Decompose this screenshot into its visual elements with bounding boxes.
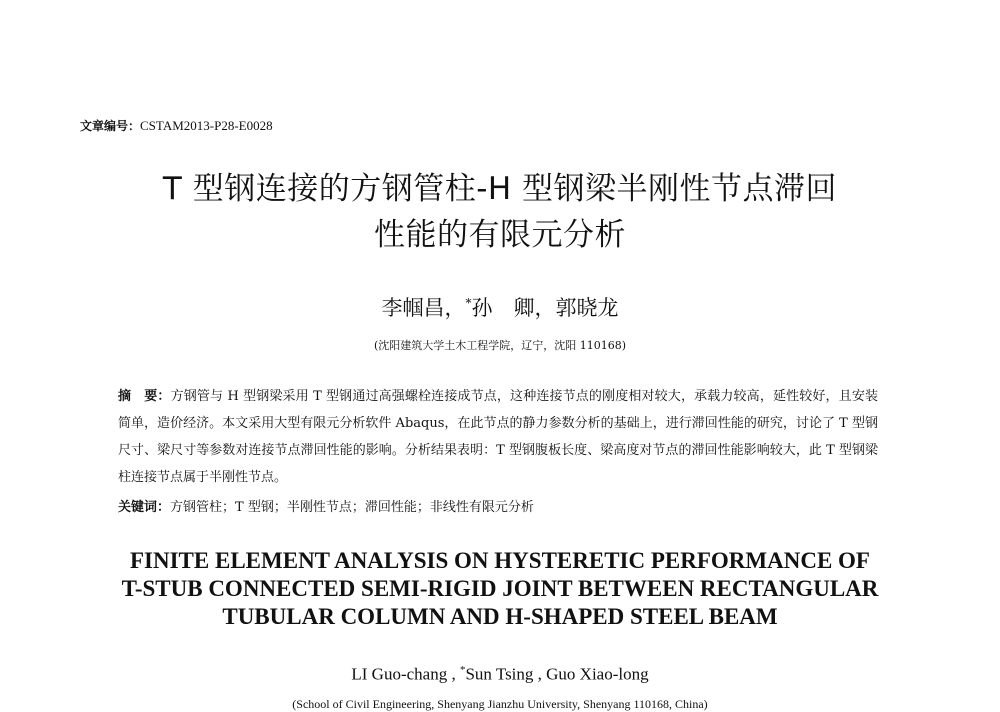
author-1-en: LI Guo-chang , <box>351 664 460 684</box>
english-title <box>40 547 960 631</box>
author-1-cn: 李帼昌， <box>381 296 466 320</box>
author-3-cn: 郭晓龙 <box>555 296 619 320</box>
chinese-keywords <box>118 498 878 518</box>
chinese-title-line-1: T 型钢连接的方钢管柱-H 型钢梁半刚性节点滞回 <box>162 171 838 207</box>
english-title-line-1: FINITE ELEMENT ANALYSIS ON HYSTERETIC PERFORMANCE OF <box>130 548 870 573</box>
abstract-text: 方钢管与 H 型钢梁采用 T 型钢通过高强螺栓连接成节点，这种连接节点的刚度相对较大，承载力较高，延性较好，且安装简单，造价经济。本文采用大型有限元分析软件 Abaqus，在此节点的静力参数分析的基础上，进行滞回性能的研究，讨论了 T 型钢尺寸、梁尺寸等参数对连接节点滞回性能的影响。分析结果表明：T 型钢腹板长度、梁高度对节点的滞回性能影响较大，此 T 型钢梁柱连接节点属于半刚性节点。 <box>118 389 878 485</box>
article-id-value: CSTAM2013-P28-E0028 <box>140 118 273 133</box>
author-2-cn: 孙 卿， <box>471 296 556 320</box>
corresponding-mark-cn: * <box>465 296 472 310</box>
chinese-abstract <box>118 383 878 491</box>
corresponding-mark-en: * <box>459 664 466 676</box>
chinese-authors <box>0 292 1000 322</box>
chinese-affiliation: (沈阳建筑大学土木工程学院，辽宁，沈阳 110168) <box>373 339 627 352</box>
english-title-line-2: T-STUB CONNECTED SEMI-RIGID JOINT BETWEEN RECTANGULAR <box>121 576 879 601</box>
article-id <box>80 117 273 134</box>
chinese-title-line-2: 性能的有限元分析 <box>374 217 626 253</box>
abstract-heading: 摘 要： <box>118 389 171 404</box>
article-id-label: 文章编号： <box>80 119 141 133</box>
keywords-text: 方钢管柱；T 型钢；半刚性节点；滞回性能；非线性有限元分析 <box>170 500 534 515</box>
english-affiliation: (School of Civil Engineering, Shenyang Jianzhu University, Shenyang 110168, China) <box>292 697 708 711</box>
authors-2-3-en: Sun Tsing , Guo Xiao-long <box>465 664 649 684</box>
chinese-title <box>40 166 960 258</box>
keywords-heading: 关键词： <box>118 500 171 515</box>
english-authors <box>0 664 1000 685</box>
english-title-line-3: TUBULAR COLUMN AND H-SHAPED STEEL BEAM <box>222 604 778 629</box>
